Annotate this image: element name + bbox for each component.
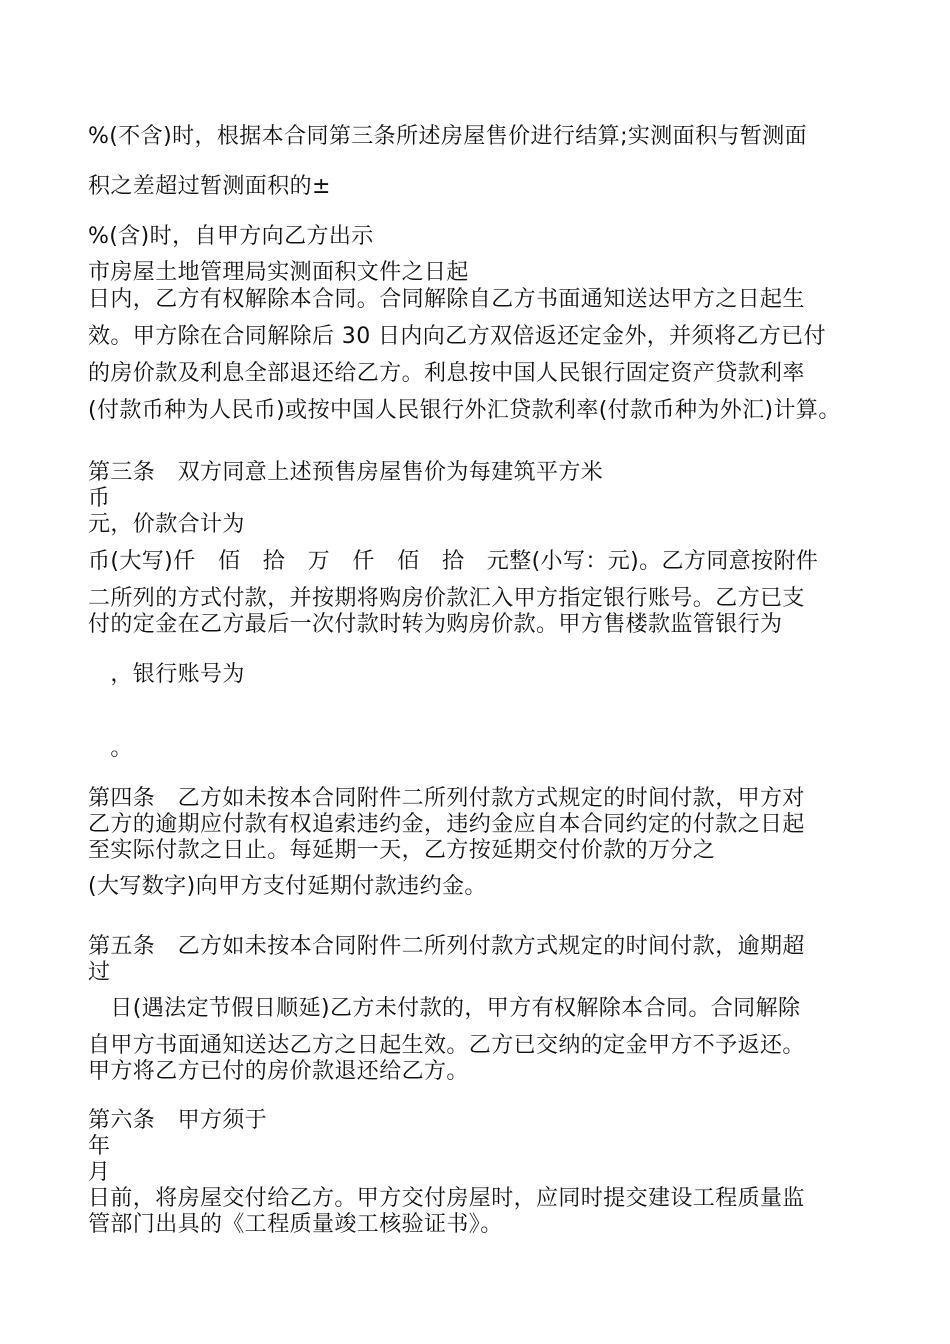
- text-line: 月: [88, 1160, 111, 1185]
- text-line: %(含)时，自甲方向乙方出示: [88, 224, 374, 249]
- article-4-heading: 第四条 乙方如未按本合同附件二所列付款方式规定的时间付款，甲方对: [88, 786, 805, 811]
- text-line: (付款币种为人民币)或按中国人民银行外汇贷款利率(付款币种为外汇)计算。: [88, 398, 841, 423]
- text-line: 币: [88, 486, 111, 511]
- article-5-heading: 第五条 乙方如未按本合同附件二所列付款方式规定的时间付款，逾期超: [88, 934, 805, 959]
- text-line: 年: [88, 1134, 111, 1159]
- text-line: 二所列的方式付款，并按期将购房价款汇入甲方指定银行账号。乙方已支: [88, 586, 805, 611]
- text-line: 的房价款及利息全部退还给乙方。利息按中国人民银行固定资产贷款利率: [88, 361, 805, 386]
- text-line: 效。甲方除在合同解除后 30 日内向乙方双倍返还定金外，并须将乙方已付: [88, 324, 826, 349]
- text-line: 自甲方书面通知送达乙方之日起生效。乙方已交纳的定金甲方不予返还。: [88, 1033, 805, 1058]
- text-line: 管部门出具的《工程质量竣工核验证书》。: [88, 1212, 503, 1237]
- text-line: 日(遇法定节假日顺延)乙方未付款的，甲方有权解除本合同。合同解除: [88, 996, 801, 1021]
- text-line: 至实际付款之日止。每延期一天，乙方按延期交付价款的万分之: [88, 838, 716, 863]
- text-line: ，银行账号为: [88, 662, 245, 687]
- text-line: 甲方将乙方已付的房价款退还给乙方。: [88, 1059, 469, 1084]
- text-line: 。: [88, 736, 133, 761]
- text-line: 付的定金在乙方最后一次付款时转为购房价款。甲方售楼款监管银行为: [88, 612, 783, 637]
- text-line: 市房屋土地管理局实测面积文件之日起: [88, 260, 469, 285]
- article-3-heading: 第三条 双方同意上述预售房屋售价为每建筑平方米: [88, 460, 604, 485]
- text-line: 乙方的逾期应付款有权追索违约金，违约金应自本合同约定的付款之日起: [88, 812, 805, 837]
- text-line: %(不含)时，根据本合同第三条所述房屋售价进行结算;实测面积与暂测面: [88, 124, 808, 149]
- text-line: 币(大写)仟 佰 拾 万 仟 佰 拾 元整(小写：元)。乙方同意按附件: [88, 549, 819, 574]
- text-line: 日前，将房屋交付给乙方。甲方交付房屋时，应同时提交建设工程质量监: [88, 1186, 805, 1211]
- text-line: 元，价款合计为: [88, 512, 245, 537]
- article-6-heading: 第六条 甲方须于: [88, 1108, 268, 1133]
- text-line: 积之差超过暂测面积的±: [88, 174, 331, 199]
- text-line: 过: [88, 960, 111, 985]
- text-line: (大写数字)向甲方支付延期付款违约金。: [88, 874, 487, 899]
- text-line: 日内，乙方有权解除本合同。合同解除自乙方书面通知送达甲方之日起生: [88, 287, 805, 312]
